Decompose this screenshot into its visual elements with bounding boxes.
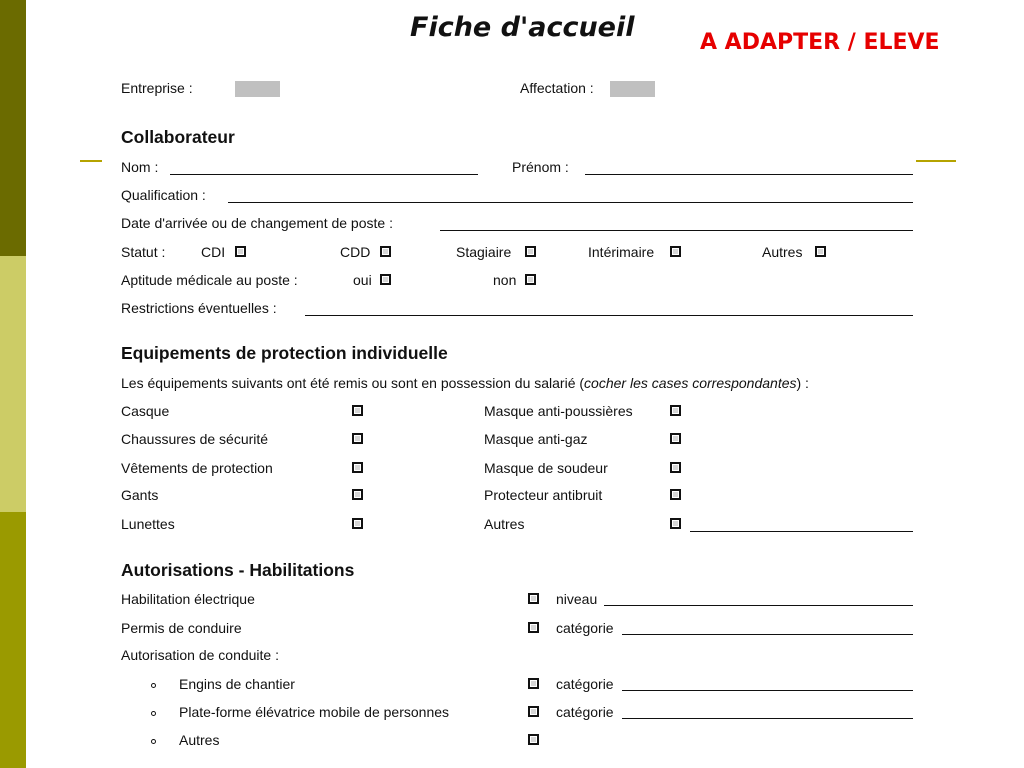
date-field[interactable] xyxy=(440,230,913,231)
nom-label: Nom : xyxy=(121,159,159,175)
epi-heading-text: Equipements de protection individuelle xyxy=(121,343,448,363)
statut-stagiaire-label: Stagiaire xyxy=(456,244,512,260)
epi-gants-checkbox[interactable] xyxy=(352,489,363,500)
prenom-label: Prénom : xyxy=(512,159,569,175)
qualification-label: Qualification : xyxy=(121,187,206,203)
date-label: Date d'arrivée ou de changement de poste : xyxy=(121,215,393,231)
statut-autres-checkbox[interactable] xyxy=(815,246,826,257)
epi-masque-poussieres-checkbox[interactable] xyxy=(670,405,681,416)
aptitude-oui-label: oui xyxy=(353,272,372,288)
epi-protecteur-label: Protecteur antibruit xyxy=(484,487,603,503)
autorisation-conduite-label: Autorisation de conduite : xyxy=(121,647,279,663)
decorative-rule-right xyxy=(916,160,956,162)
habilitation-niveau-label: niveau xyxy=(556,591,598,607)
aptitude-label: Aptitude médicale au poste : xyxy=(121,272,298,288)
affectation-field[interactable] xyxy=(610,81,655,97)
bullet-autres xyxy=(151,739,156,744)
epi-vetements-label: Vêtements de protection xyxy=(121,460,273,476)
epi-autres-label: Autres xyxy=(484,516,525,532)
epi-chaussures-label: Chaussures de sécurité xyxy=(121,431,269,447)
statut-stagiaire-checkbox[interactable] xyxy=(525,246,536,257)
autres-conduite-checkbox[interactable] xyxy=(528,734,539,745)
epi-vetements-checkbox[interactable] xyxy=(352,462,363,473)
epi-casque-checkbox[interactable] xyxy=(352,405,363,416)
aptitude-non-label: non xyxy=(493,272,517,288)
section-heading-epi xyxy=(121,343,448,364)
plateforme-label: Plate-forme élévatrice mobile de personnes xyxy=(179,704,450,720)
epi-intro xyxy=(121,375,809,391)
epi-masque-soudeur-checkbox[interactable] xyxy=(670,462,681,473)
affectation-label: Affectation : xyxy=(520,80,594,96)
epi-protecteur-checkbox[interactable] xyxy=(670,489,681,500)
aptitude-non-checkbox[interactable] xyxy=(525,274,536,285)
epi-casque-label: Casque xyxy=(121,403,170,419)
statut-interimaire-checkbox[interactable] xyxy=(670,246,681,257)
plateforme-categorie-field[interactable] xyxy=(622,718,913,719)
habilitation-niveau-field[interactable] xyxy=(604,605,913,606)
entreprise-field[interactable] xyxy=(235,81,280,97)
epi-intro-italic: cocher les cases correspondantes xyxy=(584,375,797,391)
statut-autres-label: Autres xyxy=(762,244,803,260)
plateforme-checkbox[interactable] xyxy=(528,706,539,717)
statut-interimaire-label: Intérimaire xyxy=(588,244,655,260)
epi-masque-gaz-checkbox[interactable] xyxy=(670,433,681,444)
engins-categorie-label: catégorie xyxy=(556,676,614,692)
epi-intro-end: ) : xyxy=(796,375,809,391)
autres-conduite-label: Autres xyxy=(179,732,220,748)
permis-label: Permis de conduire xyxy=(121,620,242,636)
statut-cdd-label: CDD xyxy=(340,244,371,260)
restrictions-field[interactable] xyxy=(305,315,913,316)
section-heading-autorisations: Autorisations - Habilitations xyxy=(121,560,355,580)
bullet-plateforme xyxy=(151,711,156,716)
engins-checkbox[interactable] xyxy=(528,678,539,689)
page-title: Fiche d'accueil xyxy=(410,12,635,43)
habilitation-checkbox[interactable] xyxy=(528,593,539,604)
permis-categorie-field[interactable] xyxy=(622,634,913,635)
restrictions-label: Restrictions éventuelles : xyxy=(121,300,277,316)
sidebar-block-top xyxy=(0,0,26,256)
sidebar-block-middle xyxy=(0,256,26,512)
epi-gants-label: Gants xyxy=(121,487,159,503)
entreprise-label: Entreprise : xyxy=(121,80,193,96)
epi-lunettes-checkbox[interactable] xyxy=(352,518,363,529)
bullet-engins xyxy=(151,683,156,688)
sidebar-block-bottom xyxy=(0,512,26,768)
epi-autres-checkbox[interactable] xyxy=(670,518,681,529)
plateforme-categorie-label: catégorie xyxy=(556,704,614,720)
statut-cdi-checkbox[interactable] xyxy=(235,246,246,257)
epi-lunettes-label: Lunettes xyxy=(121,516,175,532)
epi-masque-poussieres-label: Masque anti-poussières xyxy=(484,403,633,419)
statut-label: Statut : xyxy=(121,244,166,260)
prenom-field[interactable] xyxy=(585,174,913,175)
qualification-field[interactable] xyxy=(228,202,913,203)
section-heading-collaborateur: Collaborateur xyxy=(121,127,235,147)
decorative-rule-left xyxy=(80,160,102,162)
epi-masque-gaz-label: Masque anti-gaz xyxy=(484,431,588,447)
statut-cdd-checkbox[interactable] xyxy=(380,246,391,257)
epi-chaussures-checkbox[interactable] xyxy=(352,433,363,444)
engins-categorie-field[interactable] xyxy=(622,690,913,691)
sidebar-stripe xyxy=(0,0,26,768)
permis-checkbox[interactable] xyxy=(528,622,539,633)
permis-categorie-label: catégorie xyxy=(556,620,614,636)
habilitation-label: Habilitation électrique xyxy=(121,591,255,607)
epi-autres-field[interactable] xyxy=(690,531,913,532)
nom-field[interactable] xyxy=(170,174,478,175)
statut-cdi-label: CDI xyxy=(201,244,226,260)
aptitude-oui-checkbox[interactable] xyxy=(380,274,391,285)
adapt-badge: A ADAPTER / ELEVE xyxy=(700,30,940,55)
epi-masque-soudeur-label: Masque de soudeur xyxy=(484,460,608,476)
epi-intro-start: Les équipements suivants ont été remis ou sont en possession du salarié ( xyxy=(121,375,585,391)
engins-label: Engins de chantier xyxy=(179,676,295,692)
